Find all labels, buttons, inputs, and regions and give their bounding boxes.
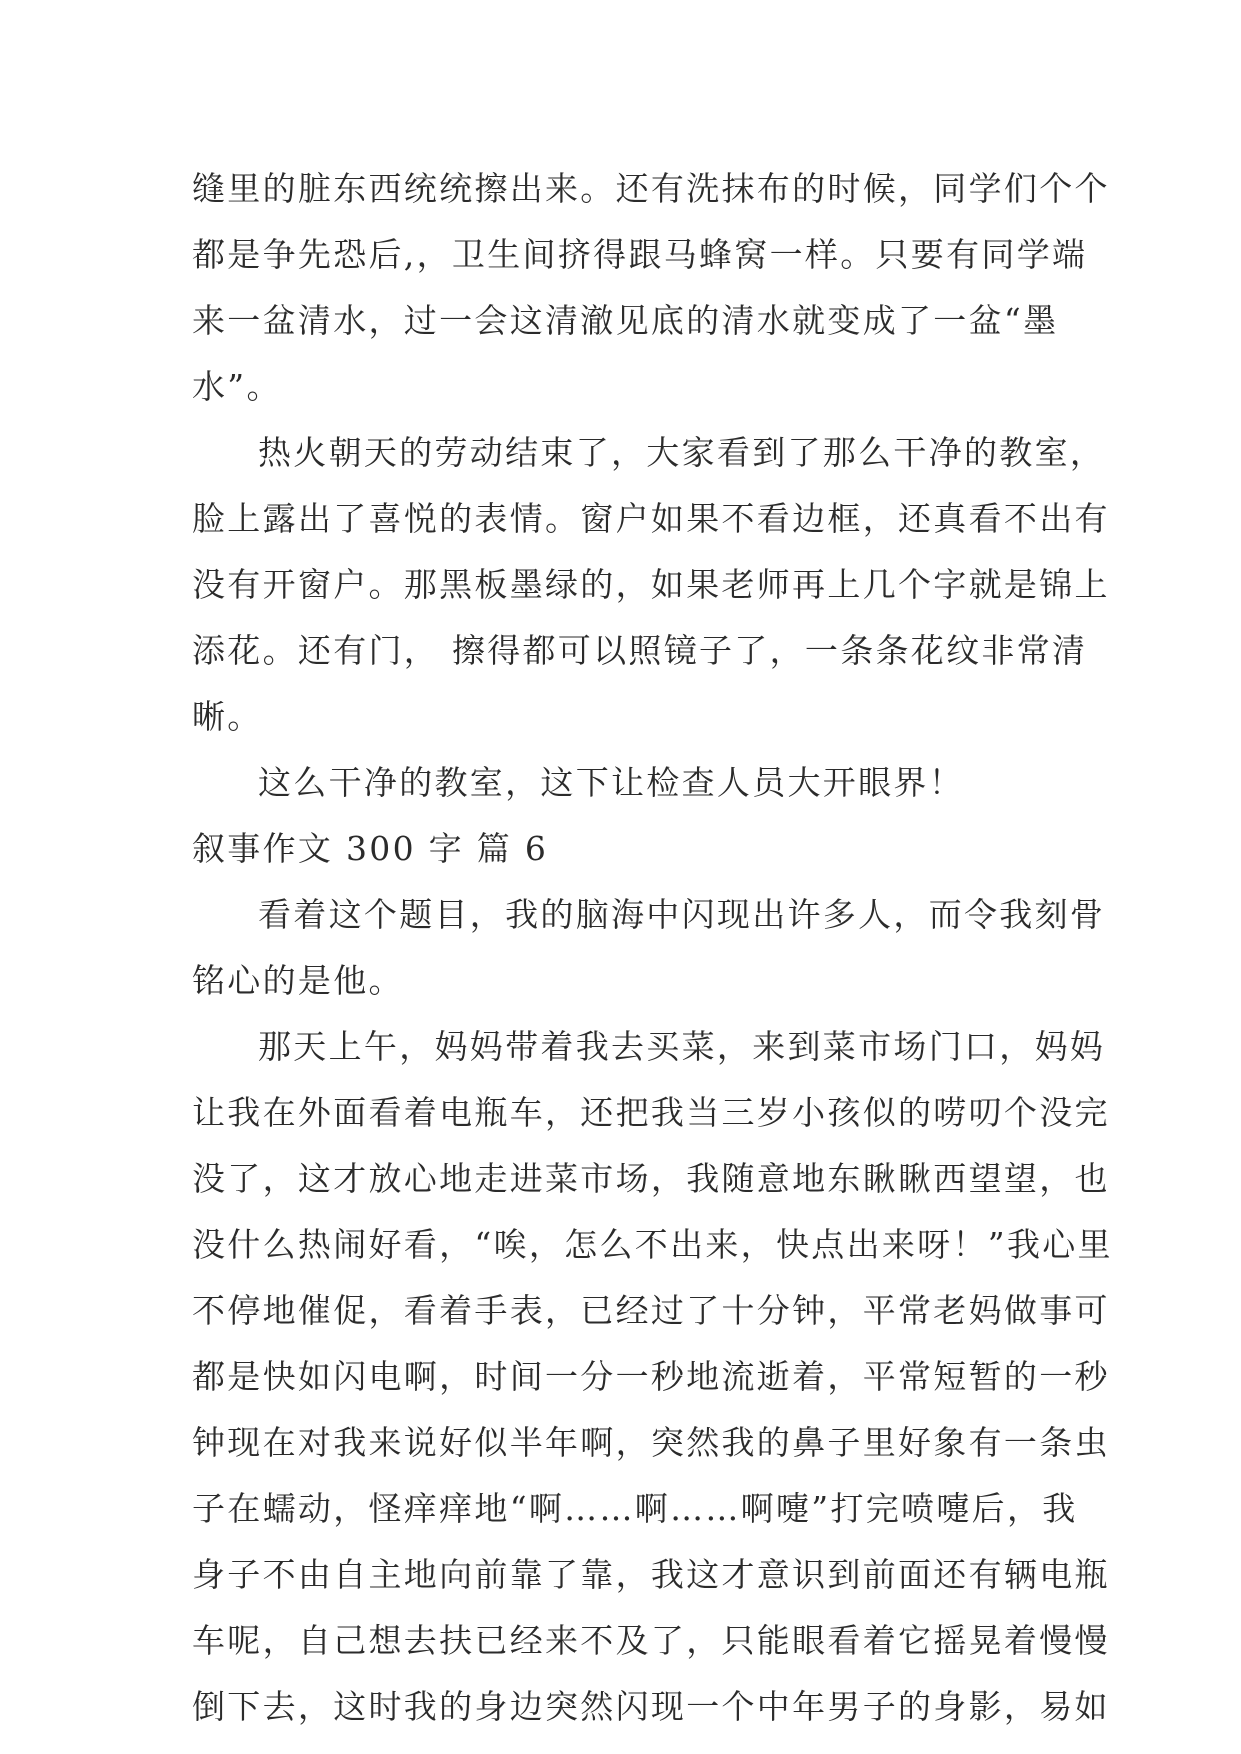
text-line: 都是快如闪电啊，时间一分一秒地流逝着，平常短暂的一秒 (192, 1357, 1110, 1396)
text-line: 脸上露出了喜悦的表情。窗户如果不看边框，还真看不出有 (192, 499, 1110, 538)
text-line: 铭心的是他。 (192, 961, 404, 1000)
paragraph-start-line: 看着这个题目，我的脑海中闪现出许多人，而令我刻骨 (258, 895, 1106, 934)
text-line: 不停地催促，看着手表，已经过了十分钟，平常老妈做事可 (192, 1291, 1110, 1330)
text-line: 晰。 (192, 697, 263, 736)
text-line: 让我在外面看着电瓶车，还把我当三岁小孩似的唠叨个没完 (192, 1093, 1110, 1132)
text-line: 水”。 (192, 367, 282, 406)
paragraph-start-line: 热火朝天的劳动结束了，大家看到了那么干净的教室， (258, 433, 1106, 472)
text-line: 都是争先恐后,，卫生间挤得跟马蜂窝一样。只要有同学端 (192, 235, 1088, 274)
text-line: 来一盆清水，过一会这清澈见底的清水就变成了一盆“墨 (192, 301, 1059, 340)
text-line: 钟现在对我来说好似半年啊，突然我的鼻子里好象有一条虫 (192, 1423, 1110, 1462)
text-line: 身子不由自主地向前靠了靠，我这才意识到前面还有辆电瓶 (192, 1555, 1110, 1594)
text-line: 没了，这才放心地走进菜市场，我随意地东瞅瞅西望望，也 (192, 1159, 1110, 1198)
section-heading: 叙事作文 300 字 篇 6 (192, 829, 549, 868)
text-line: 车呢，自己想去扶已经来不及了，只能眼看着它摇晃着慢慢 (192, 1621, 1110, 1660)
text-line: 倒下去，这时我的身边突然闪现一个中年男子的身影，易如 (192, 1687, 1110, 1726)
document-body (192, 156, 1113, 1740)
text-line: 没有开窗户。那黑板墨绿的，如果老师再上几个字就是锦上 (192, 565, 1110, 604)
text-line: 没什么热闹好看，“唉，怎么不出来，快点出来呀！”我心里 (192, 1225, 1113, 1264)
text-line: 缝里的脏东西统统擦出来。还有洗抹布的时候，同学们个个 (192, 169, 1110, 208)
paragraph-start-line: 这么干净的教室，这下让检查人员大开眼界！ (258, 763, 964, 802)
text-line: 添花。还有门， 擦得都可以照镜子了，一条条花纹非常清 (192, 631, 1088, 670)
text-line: 子在蠕动，怪痒痒地“啊……啊……啊嚏”打完喷嚏后，我 (192, 1489, 1078, 1528)
paragraph-start-line: 那天上午，妈妈带着我去买菜，来到菜市场门口，妈妈 (258, 1027, 1106, 1066)
